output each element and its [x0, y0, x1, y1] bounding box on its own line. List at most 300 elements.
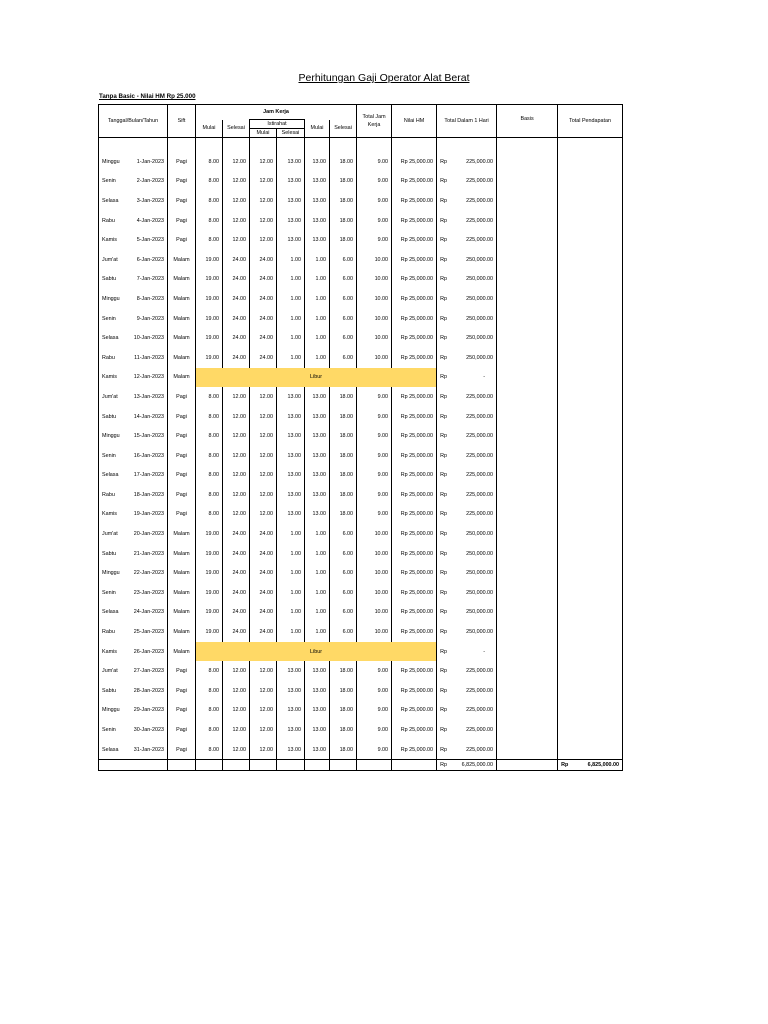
selesai-1-cell: 24.00 — [223, 563, 250, 583]
pendapatan-cell — [558, 211, 623, 231]
pendapatan-cell — [558, 348, 623, 368]
pendapatan-cell — [558, 505, 623, 525]
istirahat-selesai-cell: 13.00 — [277, 681, 305, 701]
date-value: 22-Jan-2023 — [133, 570, 164, 577]
day-name: Senin — [102, 315, 116, 322]
daily-total-cell — [437, 191, 497, 211]
daily-total-cell — [437, 348, 497, 368]
selesai-2-cell: 6.00 — [330, 603, 357, 623]
empty-total-cell — [277, 760, 305, 771]
mulai-2-cell: 1.00 — [305, 270, 330, 290]
mulai-1-cell: 19.00 — [196, 524, 223, 544]
total-jam-cell: 9.00 — [357, 485, 392, 505]
nilai-hm-cell: Rp 25,000.00 — [392, 230, 437, 250]
total-jam-cell: 9.00 — [357, 387, 392, 407]
pendapatan-sum-cell — [558, 760, 623, 771]
nilai-hm-cell: Rp 25,000.00 — [392, 524, 437, 544]
basis-cell — [497, 211, 558, 231]
daily-total-value: 225,000.00 — [466, 393, 494, 400]
daily-total-cell — [437, 720, 497, 740]
pendapatan-cell — [558, 622, 623, 642]
istirahat-mulai-cell: 24.00 — [250, 544, 277, 564]
mulai-1-cell: 19.00 — [196, 289, 223, 309]
daily-total-cell — [437, 328, 497, 348]
daily-total-cell — [437, 387, 497, 407]
daily-total-cell — [437, 740, 497, 760]
currency-label: Rp — [440, 256, 447, 263]
istirahat-selesai-cell: 13.00 — [277, 720, 305, 740]
istirahat-mulai-cell: 12.00 — [250, 701, 277, 721]
empty-total-cell — [330, 760, 357, 771]
day-name: Selasa — [102, 472, 119, 479]
date-value: 5-Jan-2023 — [136, 237, 164, 244]
date-value: 28-Jan-2023 — [133, 687, 164, 694]
date-cell — [99, 172, 168, 192]
daily-total-value: 250,000.00 — [466, 315, 494, 322]
istirahat-mulai-cell: 12.00 — [250, 740, 277, 760]
day-name: Rabu — [102, 217, 115, 224]
selesai-1-cell: 12.00 — [223, 681, 250, 701]
basis-cell — [497, 661, 558, 681]
istirahat-selesai-cell: 13.00 — [277, 740, 305, 760]
istirahat-selesai-cell: 1.00 — [277, 348, 305, 368]
daily-total-cell — [437, 426, 497, 446]
date-cell — [99, 309, 168, 329]
date-cell — [99, 583, 168, 603]
mulai-1-cell: 19.00 — [196, 348, 223, 368]
istirahat-selesai-cell: 1.00 — [277, 563, 305, 583]
header-selesai-2: Selesai — [330, 120, 357, 138]
table-row — [99, 720, 623, 740]
total-jam-cell: 9.00 — [357, 720, 392, 740]
nilai-hm-cell: Rp 25,000.00 — [392, 172, 437, 192]
shift-cell: Pagi — [168, 681, 196, 701]
daily-total-cell — [437, 485, 497, 505]
mulai-2-cell: 1.00 — [305, 289, 330, 309]
currency-label: Rp — [440, 197, 447, 204]
day-name: Selasa — [102, 197, 119, 204]
date-cell — [99, 289, 168, 309]
date-value: 17-Jan-2023 — [133, 472, 164, 479]
daily-total-cell — [437, 172, 497, 192]
date-value: 8-Jan-2023 — [136, 295, 164, 302]
daily-total-cell — [437, 661, 497, 681]
basis-cell — [497, 642, 558, 662]
date-cell — [99, 211, 168, 231]
table-row — [99, 622, 623, 642]
nilai-hm-cell: Rp 25,000.00 — [392, 152, 437, 172]
mulai-2-cell: 13.00 — [305, 701, 330, 721]
empty-total-cell — [305, 760, 330, 771]
basis-cell — [497, 505, 558, 525]
shift-cell: Malam — [168, 603, 196, 623]
shift-cell: Malam — [168, 348, 196, 368]
nilai-hm-cell: Rp 25,000.00 — [392, 446, 437, 466]
nilai-hm-cell: Rp 25,000.00 — [392, 505, 437, 525]
istirahat-mulai-cell: 12.00 — [250, 720, 277, 740]
total-jam-cell: 9.00 — [357, 701, 392, 721]
table-row — [99, 603, 623, 623]
daily-total-cell — [437, 505, 497, 525]
basis-cell — [497, 191, 558, 211]
date-value: 3-Jan-2023 — [136, 197, 164, 204]
selesai-2-cell: 6.00 — [330, 524, 357, 544]
selesai-2-cell: 18.00 — [330, 230, 357, 250]
nilai-hm-cell: Rp 25,000.00 — [392, 309, 437, 329]
currency-label: Rp — [440, 727, 447, 734]
basis-cell — [497, 466, 558, 486]
shift-cell: Pagi — [168, 407, 196, 427]
pendapatan-cell — [558, 250, 623, 270]
mulai-1-cell: 8.00 — [196, 681, 223, 701]
nilai-hm-cell: Rp 25,000.00 — [392, 348, 437, 368]
istirahat-selesai-cell: 1.00 — [277, 622, 305, 642]
daily-total-value: 225,000.00 — [466, 707, 494, 714]
total-jam-cell: 10.00 — [357, 544, 392, 564]
day-name: Minggu — [102, 295, 120, 302]
mulai-2-cell: 1.00 — [305, 524, 330, 544]
salary-table — [98, 104, 623, 771]
selesai-1-cell: 24.00 — [223, 270, 250, 290]
table-row — [99, 387, 623, 407]
selesai-1-cell: 12.00 — [223, 211, 250, 231]
daily-total-cell — [437, 642, 497, 662]
table-row — [99, 446, 623, 466]
total-jam-cell: 10.00 — [357, 563, 392, 583]
istirahat-mulai-cell: 12.00 — [250, 681, 277, 701]
mulai-1-cell: 8.00 — [196, 720, 223, 740]
currency-label: Rp — [440, 648, 447, 655]
total-jam-cell: 9.00 — [357, 505, 392, 525]
mulai-1-cell: 8.00 — [196, 152, 223, 172]
mulai-2-cell: 1.00 — [305, 328, 330, 348]
date-cell — [99, 250, 168, 270]
basis-cell — [497, 387, 558, 407]
pendapatan-sum-value: 6,825,000.00 — [587, 762, 620, 769]
header-date: Tanggal/Bulan/Tahun — [99, 105, 168, 138]
date-value: 27-Jan-2023 — [133, 668, 164, 675]
selesai-2-cell: 6.00 — [330, 250, 357, 270]
day-name: Sabtu — [102, 687, 117, 694]
daily-total-cell — [437, 563, 497, 583]
day-name: Senin — [102, 178, 116, 185]
day-name: Sabtu — [102, 550, 117, 557]
shift-cell: Malam — [168, 250, 196, 270]
total-jam-cell: 10.00 — [357, 250, 392, 270]
pendapatan-cell — [558, 466, 623, 486]
day-name: Jum'at — [102, 668, 118, 675]
pendapatan-cell — [558, 544, 623, 564]
shift-cell: Pagi — [168, 152, 196, 172]
istirahat-selesai-cell: 1.00 — [277, 524, 305, 544]
pendapatan-cell — [558, 309, 623, 329]
basis-cell — [497, 289, 558, 309]
selesai-2-cell: 6.00 — [330, 583, 357, 603]
pendapatan-cell — [558, 603, 623, 623]
selesai-1-cell: 12.00 — [223, 426, 250, 446]
mulai-2-cell: 13.00 — [305, 505, 330, 525]
istirahat-selesai-cell: 13.00 — [277, 230, 305, 250]
istirahat-mulai-cell: 12.00 — [250, 485, 277, 505]
mulai-2-cell: 13.00 — [305, 740, 330, 760]
basis-cell — [497, 152, 558, 172]
day-name: Minggu — [102, 570, 120, 577]
total-jam-cell: 9.00 — [357, 211, 392, 231]
istirahat-mulai-cell: 24.00 — [250, 563, 277, 583]
mulai-2-cell: 1.00 — [305, 622, 330, 642]
table-row — [99, 172, 623, 192]
basis-cell — [497, 230, 558, 250]
table-row — [99, 583, 623, 603]
empty-total-cell — [392, 760, 437, 771]
table-body — [99, 138, 623, 771]
pendapatan-cell — [558, 583, 623, 603]
total-jam-cell: 9.00 — [357, 740, 392, 760]
header-shift: Sift — [168, 105, 196, 138]
totals-row — [99, 760, 623, 771]
shift-cell: Pagi — [168, 701, 196, 721]
daily-total-value: 250,000.00 — [466, 335, 494, 342]
selesai-2-cell: 18.00 — [330, 387, 357, 407]
mulai-1-cell: 8.00 — [196, 211, 223, 231]
total-jam-cell: 10.00 — [357, 603, 392, 623]
selesai-2-cell: 18.00 — [330, 505, 357, 525]
total-jam-cell: 9.00 — [357, 172, 392, 192]
header-total-1-hari: Total Dalam 1 Hari — [437, 105, 497, 138]
shift-cell: Malam — [168, 289, 196, 309]
basis-cell — [497, 603, 558, 623]
basis-cell — [497, 485, 558, 505]
istirahat-selesai-cell: 1.00 — [277, 603, 305, 623]
total-jam-cell: 9.00 — [357, 230, 392, 250]
date-cell — [99, 544, 168, 564]
istirahat-selesai-cell: 13.00 — [277, 407, 305, 427]
date-value: 15-Jan-2023 — [133, 433, 164, 440]
mulai-1-cell: 19.00 — [196, 563, 223, 583]
pendapatan-cell — [558, 485, 623, 505]
pendapatan-cell — [558, 387, 623, 407]
istirahat-selesai-cell: 1.00 — [277, 270, 305, 290]
mulai-2-cell: 13.00 — [305, 681, 330, 701]
selesai-1-cell: 12.00 — [223, 387, 250, 407]
istirahat-selesai-cell: 13.00 — [277, 485, 305, 505]
nilai-hm-cell: Rp 25,000.00 — [392, 603, 437, 623]
currency-label: Rp — [440, 433, 447, 440]
mulai-1-cell: 19.00 — [196, 603, 223, 623]
basis-cell — [497, 524, 558, 544]
istirahat-mulai-cell: 12.00 — [250, 152, 277, 172]
day-name: Jum'at — [102, 393, 118, 400]
mulai-1-cell: 8.00 — [196, 191, 223, 211]
mulai-1-cell: 8.00 — [196, 466, 223, 486]
date-cell — [99, 152, 168, 172]
pendapatan-cell — [558, 289, 623, 309]
total-jam-cell: 9.00 — [357, 466, 392, 486]
table-row — [99, 563, 623, 583]
mulai-2-cell: 13.00 — [305, 152, 330, 172]
day-name: Jum'at — [102, 256, 118, 263]
selesai-1-cell: 12.00 — [223, 661, 250, 681]
mulai-1-cell: 19.00 — [196, 309, 223, 329]
shift-cell: Pagi — [168, 172, 196, 192]
pendapatan-cell — [558, 720, 623, 740]
istirahat-mulai-cell: 24.00 — [250, 250, 277, 270]
daily-total-cell — [437, 270, 497, 290]
date-cell — [99, 466, 168, 486]
selesai-1-cell: 24.00 — [223, 603, 250, 623]
date-cell — [99, 622, 168, 642]
nilai-hm-cell: Rp 25,000.00 — [392, 661, 437, 681]
shift-cell: Pagi — [168, 720, 196, 740]
date-value: 9-Jan-2023 — [136, 315, 164, 322]
pendapatan-cell — [558, 152, 623, 172]
daily-total-value: 225,000.00 — [466, 491, 494, 498]
selesai-2-cell: 18.00 — [330, 446, 357, 466]
date-value: 11-Jan-2023 — [134, 354, 164, 361]
selesai-1-cell: 24.00 — [223, 622, 250, 642]
total-jam-cell: 9.00 — [357, 661, 392, 681]
nilai-hm-cell: Rp 25,000.00 — [392, 701, 437, 721]
total-jam-cell: 9.00 — [357, 191, 392, 211]
daily-total-cell — [437, 701, 497, 721]
header-total-jam-kerja: Total Jam Kerja — [357, 105, 392, 138]
basis-cell — [497, 407, 558, 427]
date-value: 26-Jan-2023 — [133, 648, 164, 655]
daily-total-cell — [437, 368, 497, 388]
date-cell — [99, 446, 168, 466]
daily-total-value: 250,000.00 — [466, 609, 494, 616]
nilai-hm-cell: Rp 25,000.00 — [392, 250, 437, 270]
mulai-2-cell: 1.00 — [305, 309, 330, 329]
shift-cell: Pagi — [168, 426, 196, 446]
daily-sum-cell — [437, 760, 497, 771]
libur-cell: Libur — [196, 368, 437, 388]
table-subtitle: Tanpa Basic - Nilai HM Rp 25.000 — [99, 93, 196, 100]
total-jam-cell: 9.00 — [357, 426, 392, 446]
currency-label: Rp — [440, 589, 447, 596]
shift-cell: Pagi — [168, 466, 196, 486]
date-value: 6-Jan-2023 — [136, 256, 164, 263]
date-cell — [99, 368, 168, 388]
pendapatan-cell — [558, 563, 623, 583]
mulai-2-cell: 13.00 — [305, 191, 330, 211]
shift-cell: Malam — [168, 642, 196, 662]
mulai-2-cell: 13.00 — [305, 661, 330, 681]
daily-total-value: 225,000.00 — [466, 217, 494, 224]
selesai-2-cell: 6.00 — [330, 328, 357, 348]
header-mulai-2: Mulai — [305, 120, 330, 138]
istirahat-mulai-cell: 12.00 — [250, 387, 277, 407]
day-name: Senin — [102, 589, 116, 596]
header-nilai-hm: Nilai HM — [392, 105, 437, 138]
table-row — [99, 681, 623, 701]
daily-total-value: - — [483, 648, 486, 655]
selesai-1-cell: 12.00 — [223, 446, 250, 466]
nilai-hm-cell: Rp 25,000.00 — [392, 426, 437, 446]
istirahat-mulai-cell: 12.00 — [250, 211, 277, 231]
day-name: Rabu — [102, 629, 115, 636]
total-jam-cell: 10.00 — [357, 583, 392, 603]
istirahat-mulai-cell: 12.00 — [250, 466, 277, 486]
basis-cell — [497, 328, 558, 348]
day-name: Kamis — [102, 511, 117, 518]
date-cell — [99, 191, 168, 211]
date-cell — [99, 642, 168, 662]
empty-total-cell — [196, 760, 223, 771]
mulai-1-cell: 19.00 — [196, 270, 223, 290]
istirahat-selesai-cell: 13.00 — [277, 701, 305, 721]
daily-total-value: 225,000.00 — [466, 433, 494, 440]
page-title: Perhitungan Gaji Operator Alat Berat — [298, 72, 470, 84]
istirahat-selesai-cell: 13.00 — [277, 426, 305, 446]
spacer-row — [99, 138, 623, 153]
daily-total-cell — [437, 446, 497, 466]
mulai-2-cell: 13.00 — [305, 466, 330, 486]
pendapatan-cell — [558, 426, 623, 446]
pendapatan-cell — [558, 191, 623, 211]
selesai-1-cell: 12.00 — [223, 701, 250, 721]
selesai-1-cell: 24.00 — [223, 328, 250, 348]
daily-total-cell — [437, 309, 497, 329]
header-istirahat: Istirahat — [250, 120, 305, 129]
istirahat-selesai-cell: 13.00 — [277, 661, 305, 681]
date-cell — [99, 485, 168, 505]
table-row — [99, 740, 623, 760]
selesai-2-cell: 6.00 — [330, 289, 357, 309]
selesai-1-cell: 12.00 — [223, 172, 250, 192]
selesai-1-cell: 12.00 — [223, 740, 250, 760]
currency-label: Rp — [440, 531, 447, 538]
mulai-1-cell: 8.00 — [196, 426, 223, 446]
total-jam-cell: 10.00 — [357, 270, 392, 290]
istirahat-mulai-cell: 24.00 — [250, 309, 277, 329]
daily-total-value: 250,000.00 — [466, 570, 494, 577]
total-jam-cell: 10.00 — [357, 328, 392, 348]
selesai-1-cell: 12.00 — [223, 191, 250, 211]
header-selesai-1: Selesai — [223, 120, 250, 138]
selesai-2-cell: 18.00 — [330, 466, 357, 486]
mulai-1-cell: 19.00 — [196, 250, 223, 270]
mulai-1-cell: 8.00 — [196, 505, 223, 525]
istirahat-mulai-cell: 24.00 — [250, 583, 277, 603]
shift-cell: Malam — [168, 524, 196, 544]
table-row — [99, 505, 623, 525]
selesai-2-cell: 6.00 — [330, 563, 357, 583]
day-name: Selasa — [102, 746, 119, 753]
basis-total-cell — [497, 760, 558, 771]
date-value: 20-Jan-2023 — [133, 531, 164, 538]
basis-cell — [497, 544, 558, 564]
currency-label: Rp — [440, 158, 447, 165]
shift-cell: Malam — [168, 544, 196, 564]
nilai-hm-cell: Rp 25,000.00 — [392, 328, 437, 348]
istirahat-selesai-cell: 1.00 — [277, 309, 305, 329]
nilai-hm-cell: Rp 25,000.00 — [392, 211, 437, 231]
basis-cell — [497, 622, 558, 642]
mulai-2-cell: 13.00 — [305, 446, 330, 466]
daily-total-value: - — [483, 374, 486, 381]
currency-label: Rp — [440, 609, 447, 616]
shift-cell: Pagi — [168, 740, 196, 760]
selesai-2-cell: 18.00 — [330, 661, 357, 681]
mulai-2-cell: 13.00 — [305, 720, 330, 740]
basis-cell — [497, 720, 558, 740]
shift-cell: Pagi — [168, 661, 196, 681]
table-row — [99, 661, 623, 681]
istirahat-mulai-cell: 12.00 — [250, 172, 277, 192]
pendapatan-cell — [558, 524, 623, 544]
empty-total-cell — [168, 760, 196, 771]
